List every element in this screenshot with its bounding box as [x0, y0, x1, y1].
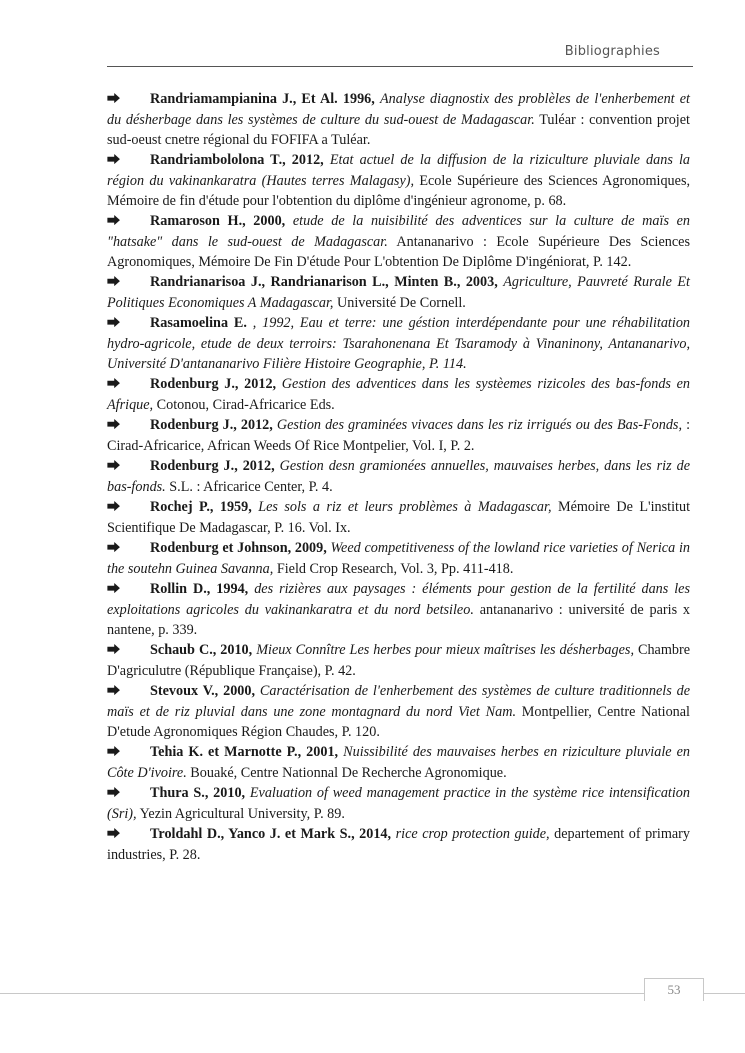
reference-entry [107, 272, 690, 313]
reference-author: Randriamampianina J., Et Al. 1996, [150, 91, 375, 107]
reference-entry [107, 538, 690, 579]
reference-title: rice crop protection guide, [395, 826, 550, 842]
reference-publisher: Mémoire De L'institut Scientifique De Madagascar, P. 16. Vol. Ix. [107, 499, 691, 536]
reference-title: Caractérisation de l'enherbement des systèmes de culture traditionnels de maïs et de riz pluvial dans une zone montagnard du nord Viet Nam. [107, 683, 690, 720]
reference-entry [107, 211, 690, 272]
reference-entry [107, 89, 690, 150]
reference-entry [107, 497, 690, 538]
reference-title: Analyse diagnostix des problèles de l'enherbement et du désherbage dans les systèmes de culture du sud-ouest de Madagascar. [107, 91, 690, 128]
reference-author: Thura S., 2010, [150, 785, 246, 801]
reference-title: Les sols a riz et leurs problèmes à Madagascar, [258, 499, 552, 515]
reference-entry [107, 640, 690, 681]
arrow-right-circle-icon: ⮕ [107, 745, 121, 760]
reference-publisher: S.L. : Africarice Center, P. 4. [169, 479, 333, 495]
reference-entry [107, 313, 690, 374]
arrow-right-circle-icon: ⮕ [107, 582, 121, 597]
page-header-title: Bibliographies [564, 44, 660, 59]
arrow-right-circle-icon: ⮕ [107, 214, 121, 229]
arrow-right-circle-icon: ⮕ [107, 377, 121, 392]
arrow-right-circle-icon: ⮕ [107, 459, 121, 474]
arrow-right-circle-icon: ⮕ [107, 684, 121, 699]
arrow-right-circle-icon: ⮕ [107, 643, 121, 658]
footer-divider [0, 993, 745, 994]
arrow-right-circle-icon: ⮕ [107, 275, 121, 290]
reference-entry [107, 374, 690, 415]
reference-title: etude de la nuisibilité des adventices sur la culture de maïs en "hatsake" dans le sud-ouest de Madagascar. [107, 213, 690, 250]
reference-title: , 1992, Eau et terre: une géstion interdépendante pour une réhabilitation hydro-agricole, etude de deux terroirs: Tsarahonenana Et Tsaramody à Vinaninony, Antananarivo, Université D'antananarivo Filière Histoire Geographie, P. 114. [107, 315, 691, 372]
reference-entry [107, 456, 690, 497]
reference-author: Rasamoelina E. [150, 315, 247, 331]
reference-title: Gestion des adventices dans les systèemes rizicoles des bas-fonds en Afrique, [107, 376, 691, 413]
reference-title: des rizières aux paysages : éléments pour gestion de la fertilité dans les exploitations agricoles du vakinankaratra et du nord betsileo. [107, 581, 690, 618]
reference-title: Evaluation of weed management practice in the système rice intensification (Sri), [107, 785, 690, 822]
arrow-right-circle-icon: ⮕ [107, 153, 121, 168]
reference-publisher: Yezin Agricultural University, P. 89. [139, 806, 345, 822]
arrow-right-circle-icon: ⮕ [107, 827, 121, 842]
reference-entry [107, 742, 690, 783]
reference-author: Randriambololona T., 2012, [150, 152, 324, 168]
reference-author: Schaub C., 2010, [150, 642, 253, 658]
reference-publisher: Tuléar : convention projet sud-oeust cnetre régional du FOFIFA a Tuléar. [107, 112, 690, 148]
arrow-right-circle-icon: ⮕ [107, 786, 121, 801]
reference-publisher: antananarivo : université de paris x nantene, p. 339. [107, 602, 691, 638]
reference-title: Weed competitiveness of the lowland rice varieties of Nerica in the soutehn Guinea Savanna, [107, 540, 690, 577]
arrow-right-circle-icon: ⮕ [107, 92, 121, 107]
reference-entry [107, 783, 690, 824]
reference-publisher: Antananarivo : Ecole Supérieure Des Sciences Agronomiques, Mémoire De Fin D'étude Pour L'obtention De Diplôme D'ingéniorat, P. 142. [107, 234, 690, 270]
reference-author: Stevoux V., 2000, [150, 683, 256, 699]
reference-author: Troldahl D., Yanco J. et Mark S., 2014, [150, 826, 392, 842]
reference-entry [107, 415, 690, 456]
reference-publisher: Field Crop Research, Vol. 3, Pp. 411-418. [276, 561, 514, 577]
reference-publisher: Bouaké, Centre Nationnal De Recherche Agronomique. [190, 765, 507, 781]
reference-publisher: Ecole Supérieure des Sciences Agronomiques, Mémoire de fin d'étude pour l'obtention du diplôme d'ingénieur agronome, p. 68. [107, 173, 691, 209]
reference-publisher: departement of primary industries, P. 28. [107, 826, 691, 863]
reference-author: Rollin D., 1994, [150, 581, 249, 597]
reference-publisher: Chambre D'agriculutre (République Française), P. 42. [107, 642, 691, 679]
reference-author: Randrianarisoa J., Randrianarison L., Minten B., 2003, [150, 274, 498, 290]
reference-title: Agriculture, Pauvreté Rurale Et Politiques Economiques A Madagascar, [107, 274, 690, 311]
reference-title: Gestion desn gramionées annuelles, mauvaises herbes, dans les riz de bas-fonds. [107, 458, 690, 495]
reference-author: Rochej P., 1959, [150, 499, 252, 515]
arrow-right-circle-icon: ⮕ [107, 316, 121, 331]
reference-author: Ramaroson H., 2000, [150, 213, 286, 229]
reference-entry [107, 824, 690, 865]
reference-title: Mieux Connître Les herbes pour mieux maîtrises les désherbages, [256, 642, 634, 658]
reference-author: Rodenburg et Johnson, 2009, [150, 540, 327, 556]
reference-title: Etat actuel de la diffusion de la riziculture pluviale dans la région du vakinankaratra (Hautes terres Malagasy), [107, 152, 691, 189]
arrow-right-circle-icon: ⮕ [107, 418, 121, 433]
arrow-right-circle-icon: ⮕ [107, 541, 121, 556]
reference-title: Gestion des graminées vivaces dans les riz irrigués ou des Bas-Fonds, [276, 417, 682, 433]
reference-title: Nuissibilité des mauvaises herbes en riziculture pluviale en Côte D'ivoire. [107, 744, 690, 781]
reference-publisher: : Cirad-Africarice, African Weeds Of Rice Montpelier, Vol. I, P. 2. [107, 417, 691, 454]
reference-publisher: Université De Cornell. [337, 295, 466, 311]
reference-publisher: Cotonou, Cirad-Africarice Eds. [156, 397, 335, 413]
reference-author: Rodenburg J., 2012, [150, 417, 273, 433]
reference-author: Rodenburg J., 2012, [150, 458, 275, 474]
arrow-right-circle-icon: ⮕ [107, 500, 121, 515]
reference-entry [107, 579, 690, 640]
reference-author: Tehia K. et Marnotte P., 2001, [150, 744, 339, 760]
header-divider [107, 66, 693, 67]
reference-publisher: Montpellier, Centre National D'etude Agronomiques Région Chaudes, P. 120. [107, 704, 690, 740]
reference-list [107, 89, 690, 865]
reference-entry [107, 150, 690, 211]
reference-entry [107, 681, 690, 742]
page-number: 53 [644, 978, 704, 1001]
reference-author: Rodenburg J., 2012, [150, 376, 277, 392]
